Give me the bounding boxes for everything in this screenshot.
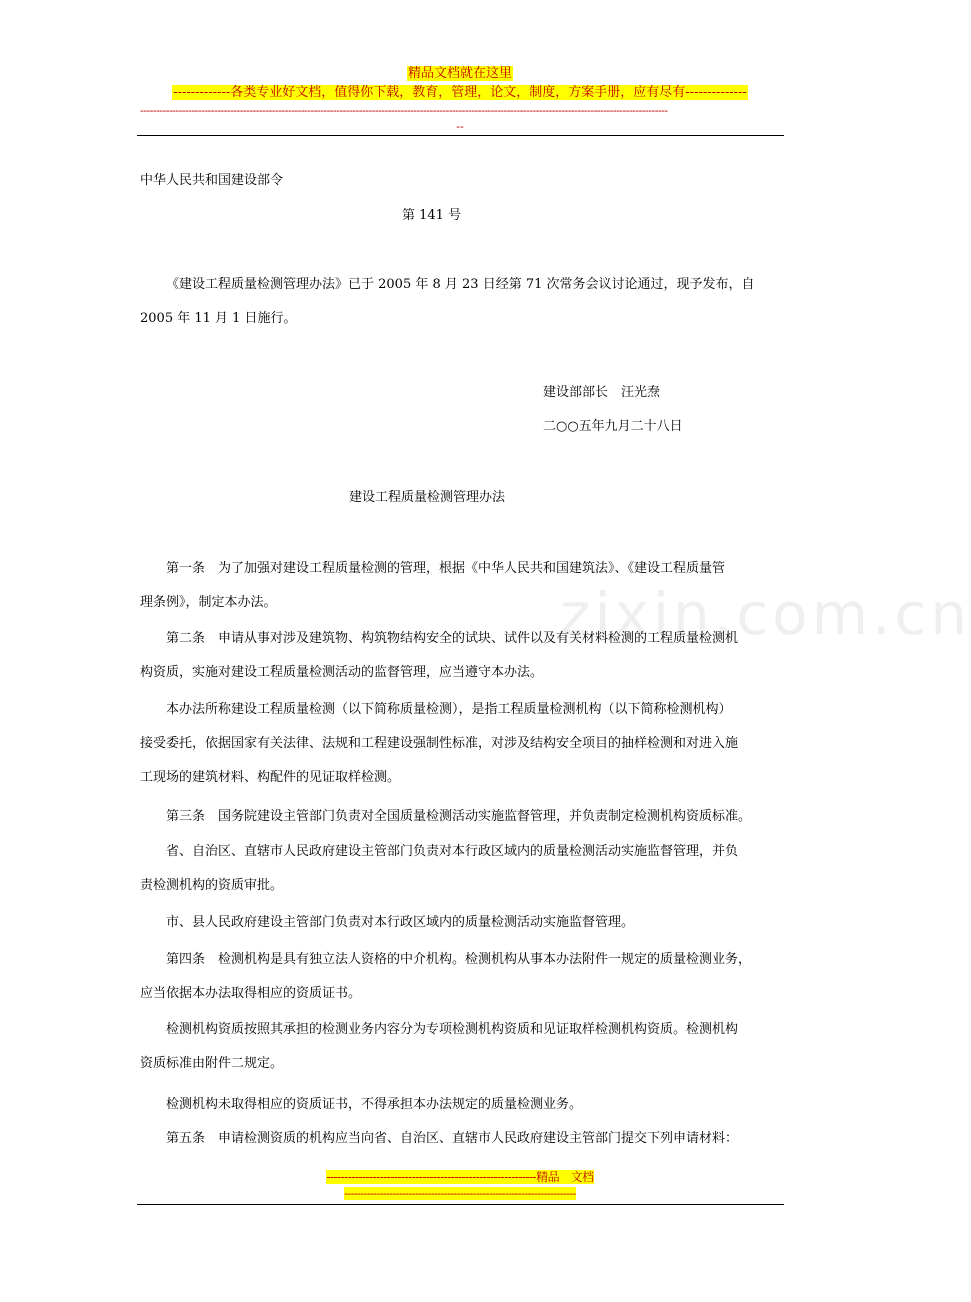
decree-date: 二○○五年九月二十八日 bbox=[543, 419, 683, 434]
footer-banner-text: -----------------------------------------------------------精品 文档 bbox=[326, 1170, 594, 1184]
header-banner-subtitle bbox=[0, 85, 920, 101]
header-banner-title bbox=[0, 66, 920, 82]
footer-dash bbox=[0, 1187, 920, 1201]
paragraph-line: 检测机构资质按照其承担的检测业务内容分为专项检测机构资质和见证取样检测机构资质。检测机构 bbox=[140, 1022, 739, 1037]
document-title: 建设工程质量检测管理办法 bbox=[349, 490, 506, 505]
paragraph-line: 第一条 为了加强对建设工程质量检测的管理，根据《中华人民共和国建筑法》、《建设工程质量管 bbox=[140, 561, 726, 576]
paragraph-line: 应当依据本办法取得相应的资质证书。 bbox=[140, 986, 362, 1001]
paragraph-line: 第五条 申请检测资质的机构应当向省、自治区、直辖市人民政府建设主管部门提交下列申请材料： bbox=[140, 1131, 739, 1146]
article-5 bbox=[140, 1122, 780, 1156]
article-1 bbox=[140, 552, 780, 620]
article-3-provincial bbox=[140, 835, 780, 903]
watermark: zixin.com.cn bbox=[560, 580, 971, 648]
header-dash-tail: -- bbox=[456, 120, 464, 133]
header-subtitle-text: -------------各类专业好文档，值得你下载，教育，管理，论文，制度，方案手册，应有尽有-------------- bbox=[173, 85, 747, 100]
paragraph-line: 检测机构未取得相应的资质证书，不得承担本办法规定的质量检测业务。 bbox=[140, 1097, 583, 1112]
paragraph-line: 构资质，实施对建设工程质量检测活动的监督管理，应当遵守本办法。 bbox=[140, 665, 544, 680]
article-4 bbox=[140, 943, 780, 1011]
footer-dash-text: ------------------------------------------------------------------------ bbox=[344, 1187, 576, 1200]
paragraph-line: 省、自治区、直辖市人民政府建设主管部门负责对本行政区域内的质量检测活动实施监督管理，并负 bbox=[140, 844, 739, 859]
paragraph-line: 理条例》，制定本办法。 bbox=[140, 595, 277, 610]
decree-number: 第 141 号 bbox=[402, 208, 462, 223]
header-title-text: 精品文档就在这里 bbox=[407, 66, 512, 81]
article-3 bbox=[140, 800, 780, 834]
article-3-municipal bbox=[140, 906, 780, 940]
header-dash-line: -------------------------------------------------------------------------------------------------------------------------------------------------------------------- bbox=[140, 104, 668, 117]
paragraph-line: 接受委托，依据国家有关法律、法规和工程建设强制性标准，对涉及结构安全项目的抽样检测和对进入施 bbox=[140, 736, 739, 751]
paragraph-line: 责检测机构的资质审批。 bbox=[140, 878, 284, 893]
decree-body bbox=[140, 268, 780, 336]
decree-signature: 建设部部长 汪光焘 bbox=[543, 385, 661, 400]
footer-rule bbox=[137, 1204, 784, 1205]
footer-banner bbox=[0, 1169, 920, 1185]
paragraph-line: 第二条 申请从事对涉及建筑物、构筑物结构安全的试块、试件以及有关材料检测的工程质量检测机 bbox=[140, 631, 739, 646]
decree-body-line: 2005 年 11 月 1 日施行。 bbox=[140, 311, 297, 326]
article-4-restriction bbox=[140, 1088, 780, 1122]
article-4-qualification bbox=[140, 1013, 780, 1081]
paragraph-line: 资质标准由附件二规定。 bbox=[140, 1056, 284, 1071]
decree-issuer: 中华人民共和国建设部令 bbox=[140, 173, 284, 188]
decree-body-line: 《建设工程质量检测管理办法》已于 2005 年 8 月 23 日经第 71 次常务会议讨论通过，现予发布，自 bbox=[166, 277, 755, 292]
paragraph-line: 本办法所称建设工程质量检测（以下简称质量检测），是指工程质量检测机构（以下简称检测机构） bbox=[140, 702, 732, 717]
header-rule bbox=[137, 135, 784, 136]
paragraph-line: 第四条 检测机构是具有独立法人资格的中介机构。检测机构从事本办法附件一规定的质量检测业务， bbox=[140, 952, 752, 967]
article-2 bbox=[140, 622, 780, 690]
paragraph-line: 市、县人民政府建设主管部门负责对本行政区域内的质量检测活动实施监督管理。 bbox=[140, 915, 635, 930]
paragraph-line: 第三条 国务院建设主管部门负责对全国质量检测活动实施监督管理，并负责制定检测机构资质标准。 bbox=[140, 809, 752, 824]
article-2-definition bbox=[140, 693, 780, 795]
paragraph-line: 工现场的建筑材料、构配件的见证取样检测。 bbox=[140, 770, 401, 785]
